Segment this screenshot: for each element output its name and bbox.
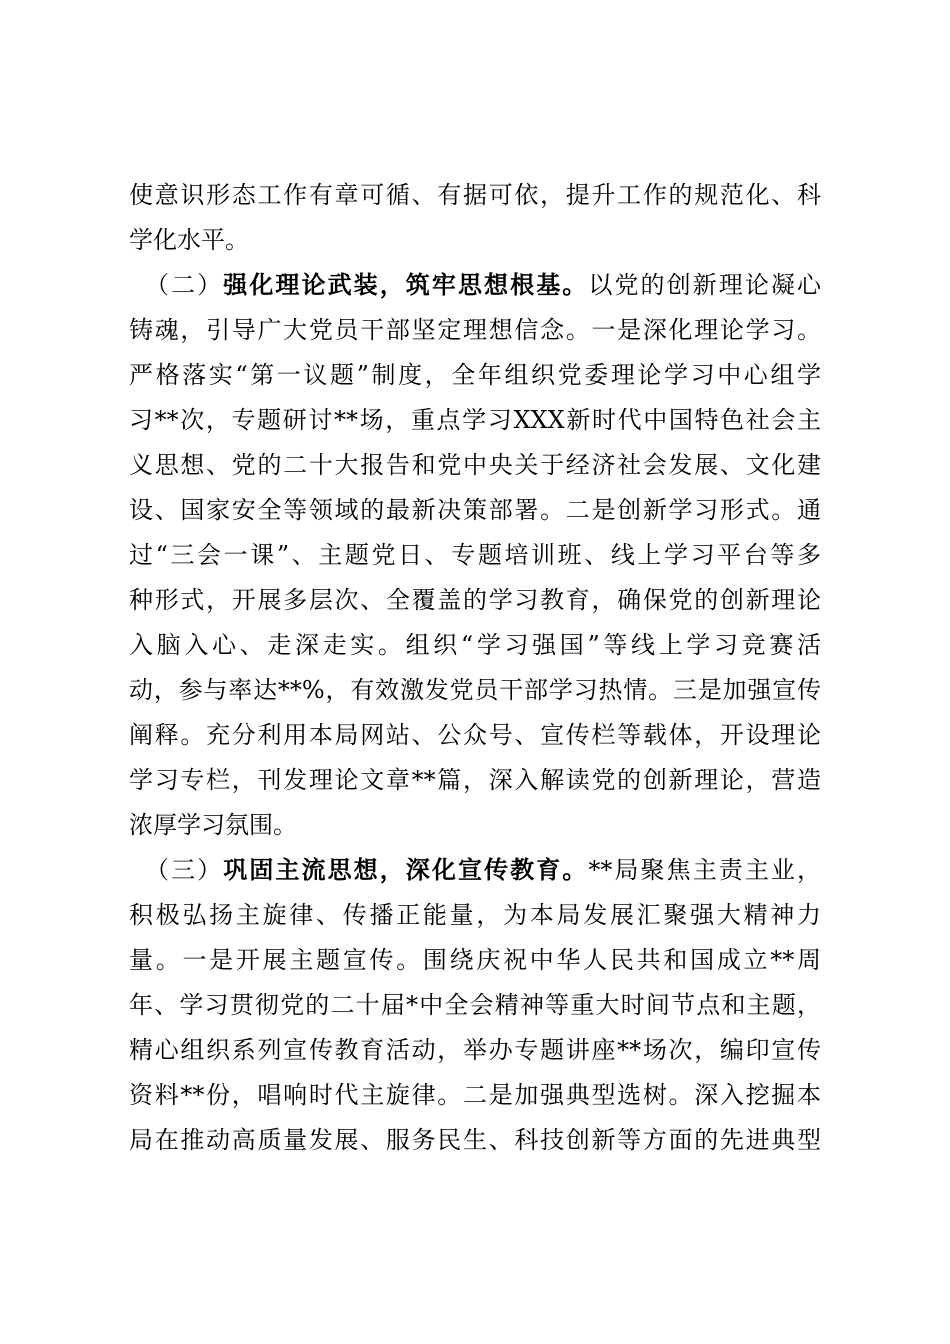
text-line: 设、国家安全等领域的最新决策部署。二是创新学习形式。通 — [129, 496, 821, 524]
section-2-number: （二） — [145, 271, 224, 299]
section-3-first-line — [145, 850, 821, 890]
text-line: 过“三会一课”、主题党日、专题培训班、线上学习平台等多 — [129, 541, 821, 569]
section-2-lead: 以党的创新理论凝心 — [588, 271, 822, 299]
text-line: 种形式，开展多层次、全覆盖的学习教育，确保党的创新理论 — [129, 586, 821, 614]
text-line: 阐释。充分利用本局网站、公众号、宣传栏等载体，开设理论 — [129, 721, 821, 749]
text-line: 铸魂，引导广大党员干部坚定理想信念。一是深化理论学习。 — [129, 316, 821, 344]
text-line: 入脑入心、走深走实。组织“学习强国”等线上学习竞赛活 — [129, 631, 821, 659]
text-line: 资料**份，唱响时代主旋律。二是加强典型选树。深入挖掘本 — [129, 1081, 821, 1109]
text-line: 浓厚学习氛围。 — [129, 811, 297, 839]
section-3-heading: 巩固主流思想，深化宣传教育。 — [223, 855, 589, 884]
text-line: 动，参与率达**%，有效激发党员干部学习热情。三是加强宣传 — [129, 676, 821, 704]
text-line: 年、学习贯彻党的二十届*中全会精神等重大时间节点和主题， — [129, 991, 821, 1019]
text-line: 局在推动高质量发展、服务民生、科技创新等方面的先进典型 — [129, 1126, 821, 1154]
section-3-number: （三） — [145, 856, 224, 884]
section-2-heading: 强化理论武装，筑牢思想根基。 — [223, 270, 589, 299]
text-line: 学习专栏，刊发理论文章**篇，深入解读党的创新理论，营造 — [129, 766, 821, 794]
text-line: 精心组织系列宣传教育活动，举办专题讲座**场次，编印宣传 — [129, 1036, 821, 1064]
text-line: 量。一是开展主题宣传。围绕庆祝中华人民共和国成立**周 — [129, 946, 821, 974]
text-line: 义思想、党的二十大报告和党中央关于经济社会发展、文化建 — [129, 451, 821, 479]
section-3-lead: **局聚焦主责主业， — [588, 856, 822, 884]
section-2-first-line — [145, 265, 821, 305]
text-line: 积极弘扬主旋律、传播正能量，为本局发展汇聚强大精神力 — [129, 901, 821, 929]
text-line: 严格落实“第一议题”制度，全年组织党委理论学习中心组学 — [129, 361, 821, 389]
text-line: 习**次，专题研讨**场，重点学习XXX新时代中国特色社会主 — [129, 406, 821, 434]
text-line: 学化水平。 — [129, 226, 249, 254]
text-line: 使意识形态工作有章可循、有据可依，提升工作的规范化、科 — [129, 181, 821, 209]
